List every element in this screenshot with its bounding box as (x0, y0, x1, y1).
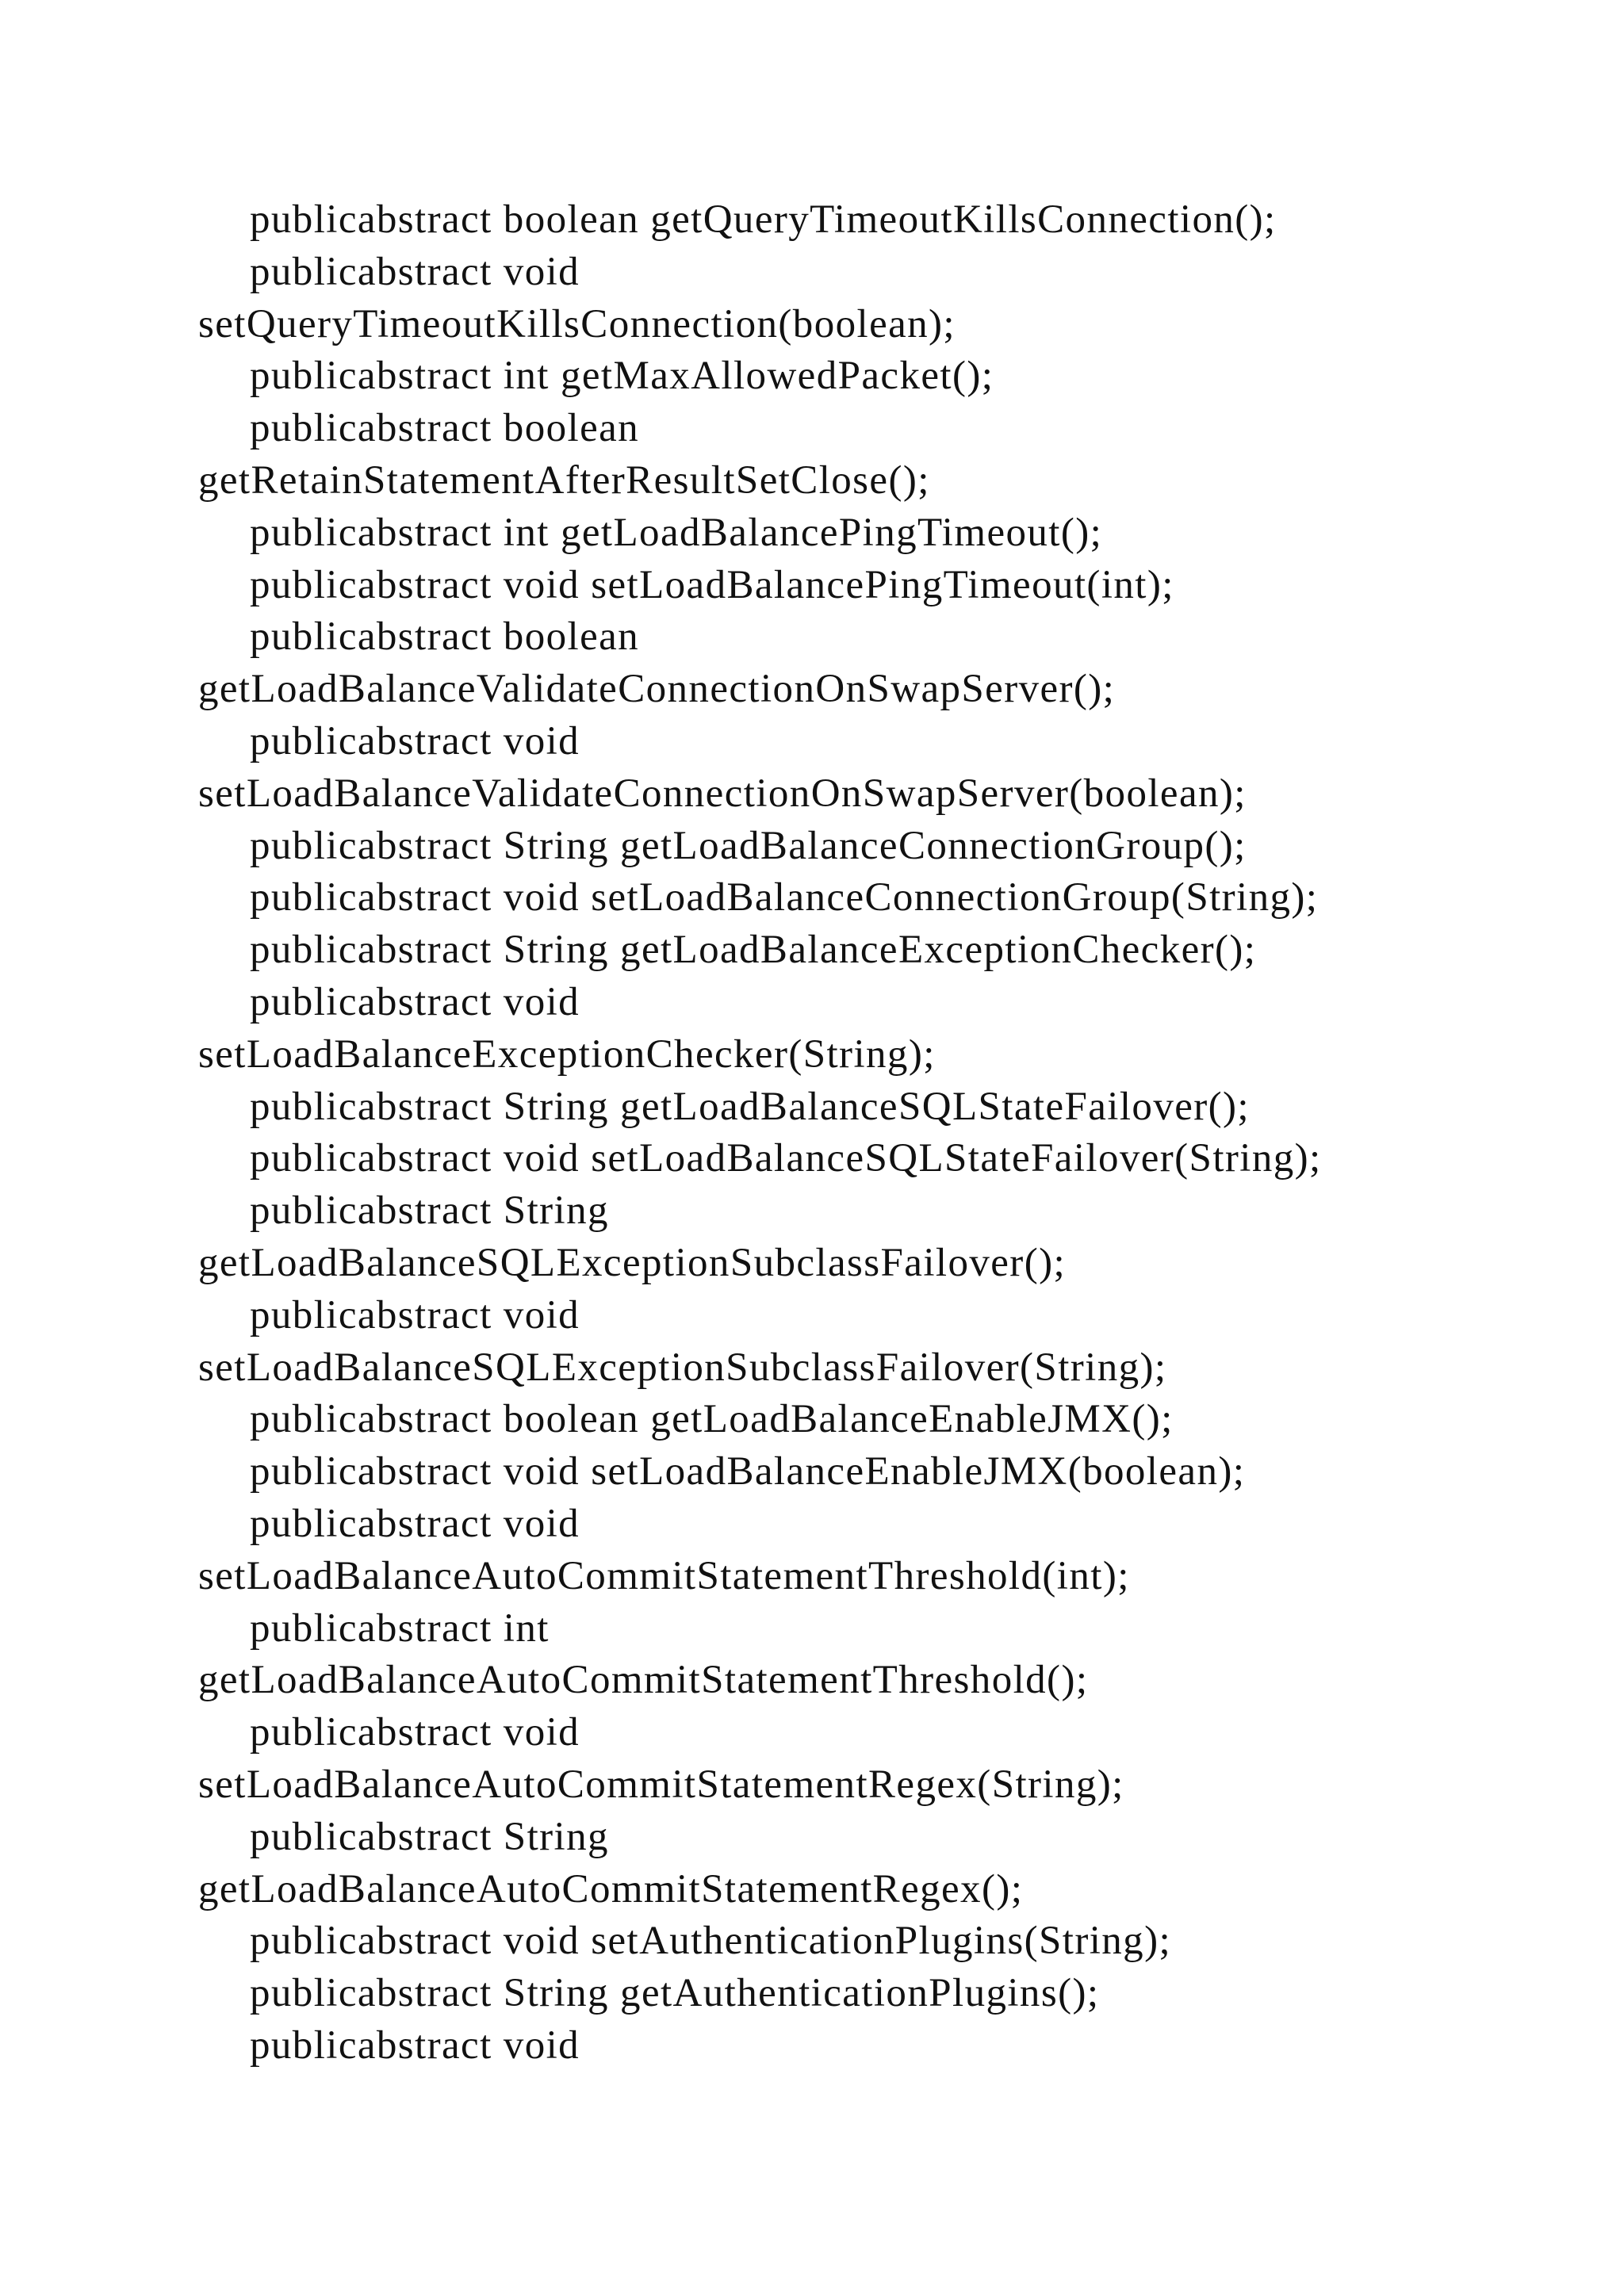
code-line: getLoadBalanceAutoCommitStatementRegex(); (198, 1866, 1024, 1911)
code-line: getLoadBalanceAutoCommitStatementThreshold(); (198, 1658, 1089, 1703)
code-line: publicabstract String getAuthenticationPlugins(); (250, 1971, 1100, 2016)
code-line: publicabstract void (250, 2022, 580, 2068)
code-line: publicabstract String (250, 1188, 609, 1234)
code-line: setLoadBalanceValidateConnectionOnSwapServer(boolean); (198, 771, 1247, 816)
code-line: publicabstract boolean getQueryTimeoutKillsConnection(); (250, 197, 1277, 242)
code-line: publicabstract int getLoadBalancePingTimeout(); (250, 510, 1103, 555)
code-line: publicabstract int (250, 1605, 550, 1651)
code-line: publicabstract void setAuthenticationPlugins(String); (250, 1919, 1172, 1964)
code-line: getRetainStatementAfterResultSetClose(); (198, 457, 930, 503)
code-listing (198, 194, 1546, 2072)
code-line: publicabstract boolean (250, 614, 640, 660)
code-line: publicabstract String getLoadBalanceSQLStateFailover(); (250, 1084, 1250, 1129)
code-line: publicabstract void setLoadBalanceEnableJMX(boolean); (250, 1449, 1246, 1494)
code-line: publicabstract void (250, 249, 580, 294)
code-line: getLoadBalanceSQLExceptionSubclassFailover(); (198, 1240, 1067, 1285)
code-line: publicabstract void (250, 718, 580, 763)
code-line: publicabstract void (250, 1501, 580, 1546)
code-line: publicabstract void (250, 979, 580, 1024)
code-line: publicabstract void (250, 1292, 580, 1337)
code-line: publicabstract String getLoadBalanceExceptionChecker(); (250, 928, 1257, 973)
code-line: publicabstract String (250, 1814, 609, 1859)
code-line: setQueryTimeoutKillsConnection(boolean); (198, 301, 956, 346)
code-line: publicabstract void (250, 1710, 580, 1755)
code-line: publicabstract boolean getLoadBalanceEnableJMX(); (250, 1397, 1174, 1442)
code-line: publicabstract String getLoadBalanceConnectionGroup(); (250, 823, 1247, 868)
code-line: setLoadBalanceAutoCommitStatementRegex(String); (198, 1762, 1124, 1807)
code-line: setLoadBalanceSQLExceptionSubclassFailover(String); (198, 1345, 1167, 1390)
code-line: publicabstract void setLoadBalanceSQLStateFailover(String); (250, 1136, 1322, 1181)
code-line: getLoadBalanceValidateConnectionOnSwapServer(); (198, 667, 1116, 712)
code-line: publicabstract boolean (250, 406, 640, 451)
code-line: setLoadBalanceExceptionChecker(String); (198, 1031, 936, 1077)
code-line: setLoadBalanceAutoCommitStatementThreshold(int); (198, 1553, 1130, 1598)
code-line: publicabstract void setLoadBalancePingTimeout(int); (250, 562, 1174, 607)
code-line: publicabstract int getMaxAllowedPacket(); (250, 354, 994, 399)
code-line: publicabstract void setLoadBalanceConnectionGroup(String); (250, 875, 1319, 920)
